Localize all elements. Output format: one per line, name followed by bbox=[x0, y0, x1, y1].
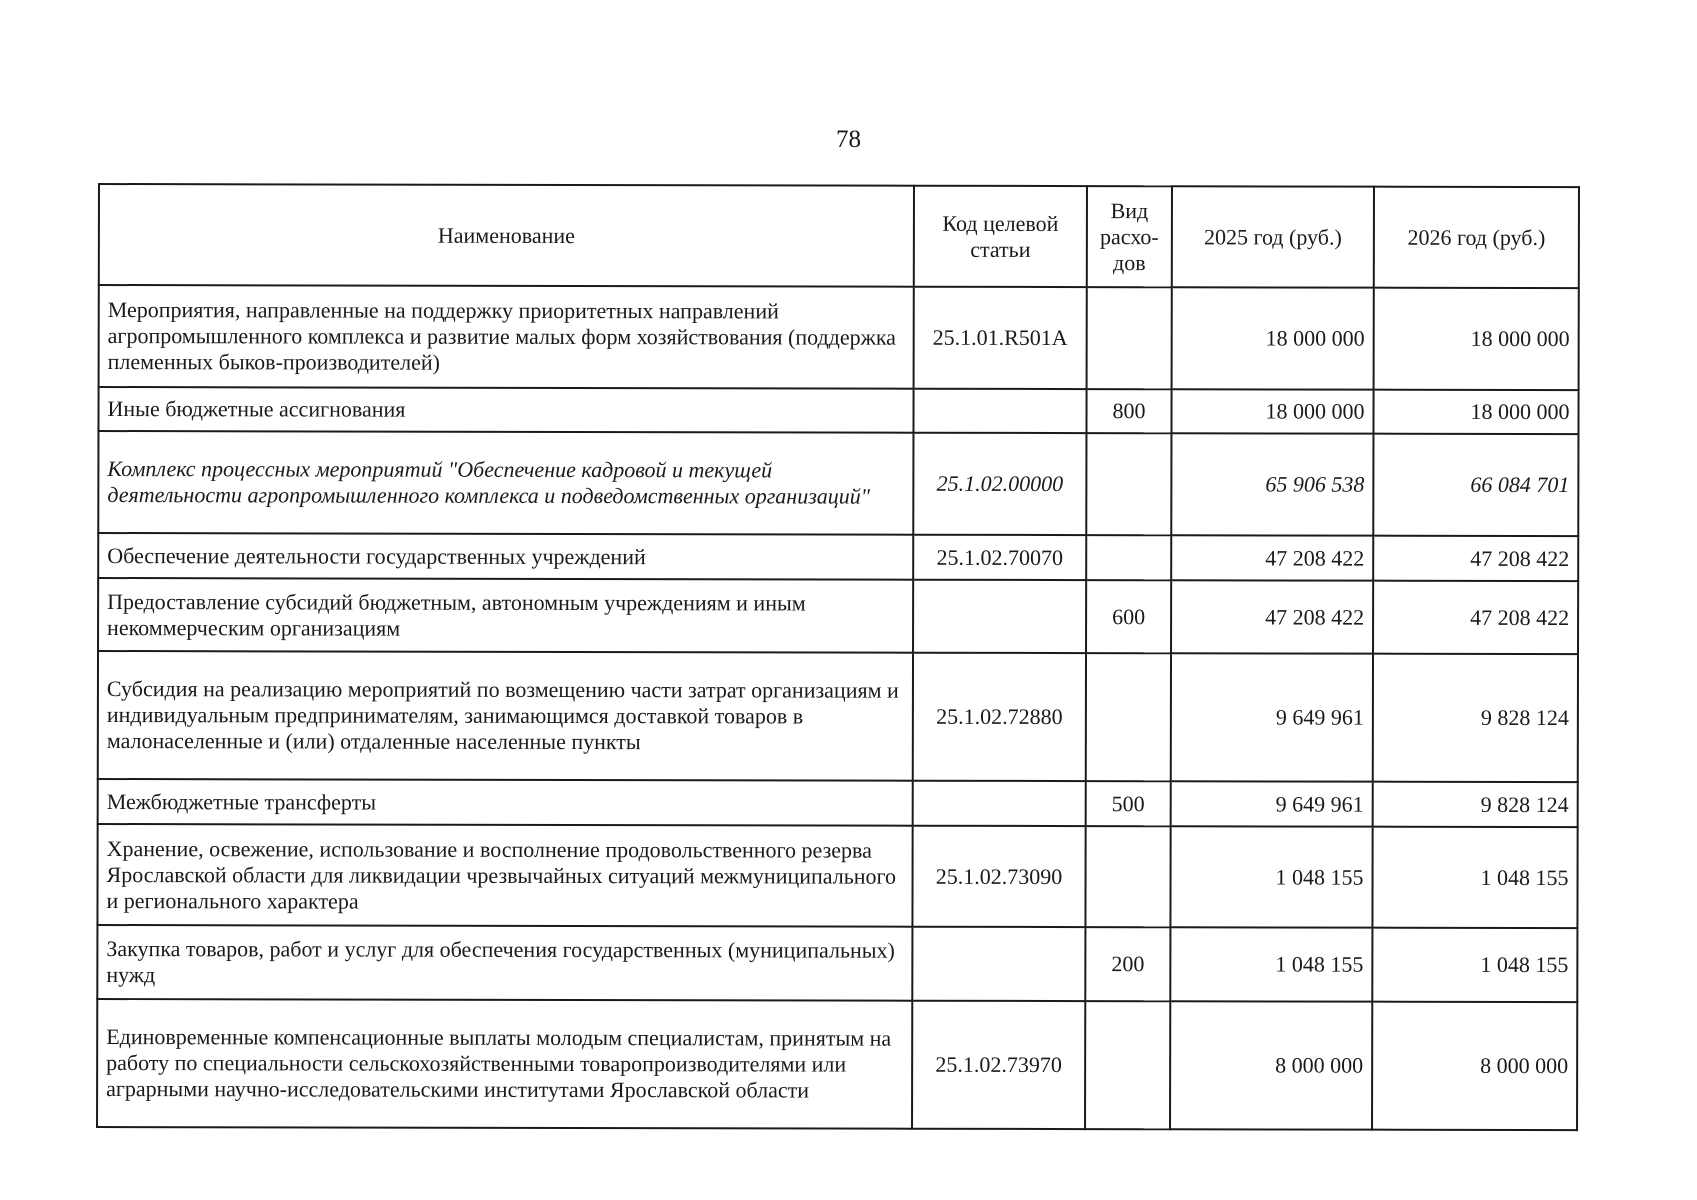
table-header-row bbox=[99, 184, 1579, 288]
row-name: Субсидия на реализацию мероприятий по возмещению части затрат организациям и индивидуальным предпринимателям, занимающимся доставкой товаров в малонаселенные и (или) отдаленные населенные пункты bbox=[98, 651, 913, 781]
row-code bbox=[913, 580, 1086, 653]
table-row bbox=[97, 925, 1577, 1002]
table-row bbox=[98, 651, 1578, 782]
row-2026: 9 828 124 bbox=[1373, 782, 1578, 827]
row-name: Обеспечение деятельности государственных учреждений bbox=[98, 533, 913, 580]
row-vid: 200 bbox=[1085, 927, 1170, 1001]
row-2025: 9 649 961 bbox=[1171, 653, 1373, 781]
page-number: 78 bbox=[836, 126, 861, 153]
row-2026: 18 000 000 bbox=[1373, 390, 1578, 434]
row-code bbox=[912, 927, 1085, 1001]
row-2026: 47 208 422 bbox=[1373, 581, 1578, 654]
row-vid bbox=[1086, 653, 1171, 781]
row-vid bbox=[1085, 1001, 1170, 1129]
header-vid: Вид расхо-дов bbox=[1087, 186, 1172, 287]
row-2025: 9 649 961 bbox=[1171, 781, 1373, 826]
table-row bbox=[97, 824, 1577, 928]
row-name: Комплекс процессных мероприятий "Обеспечение кадровой и текущей деятельности агропромышленного комплекса и подведомственных организаций" bbox=[98, 431, 913, 535]
header-2026: 2026 год (руб.) bbox=[1374, 187, 1579, 288]
row-name: Иные бюджетные ассигнования bbox=[98, 387, 913, 433]
row-code bbox=[913, 781, 1086, 826]
row-name: Межбюджетные трансферты bbox=[98, 779, 913, 826]
row-vid: 600 bbox=[1086, 580, 1171, 653]
row-2025: 65 906 538 bbox=[1171, 433, 1373, 535]
row-2026: 1 048 155 bbox=[1372, 928, 1577, 1002]
row-2026: 1 048 155 bbox=[1372, 827, 1577, 928]
table-row bbox=[98, 431, 1578, 536]
row-2025: 1 048 155 bbox=[1170, 927, 1372, 1001]
row-name: Предоставление субсидий бюджетным, автономным учреждениям и иным некоммерческим организациям bbox=[98, 578, 913, 653]
table-row bbox=[97, 999, 1577, 1130]
row-code: 25.1.02.73090 bbox=[912, 826, 1085, 927]
row-code: 25.1.01.R501A bbox=[914, 287, 1087, 389]
row-vid bbox=[1086, 535, 1171, 580]
budget-table bbox=[96, 183, 1580, 1131]
row-vid: 500 bbox=[1086, 781, 1171, 826]
header-name: Наименование bbox=[99, 184, 914, 287]
row-2025: 18 000 000 bbox=[1172, 287, 1374, 389]
row-vid bbox=[1085, 826, 1170, 927]
row-2025: 47 208 422 bbox=[1171, 580, 1373, 653]
row-code bbox=[913, 389, 1086, 433]
table-row bbox=[98, 533, 1578, 581]
row-code: 25.1.02.72880 bbox=[913, 653, 1086, 781]
row-2026: 66 084 701 bbox=[1373, 434, 1578, 536]
row-name: Единовременные компенсационные выплаты молодым специалистам, принятым на работу по специальности сельскохозяйственными товаропроизводителями или аграрными научно-исследовательскими институтами Ярославской области bbox=[97, 999, 912, 1129]
row-code: 25.1.02.73970 bbox=[912, 1001, 1085, 1129]
row-2025: 47 208 422 bbox=[1171, 535, 1373, 580]
row-code: 25.1.02.70070 bbox=[913, 535, 1086, 580]
row-2025: 18 000 000 bbox=[1171, 389, 1373, 433]
row-code: 25.1.02.00000 bbox=[913, 433, 1086, 535]
row-2026: 8 000 000 bbox=[1372, 1002, 1577, 1130]
row-name: Хранение, освежение, использование и восполнение продовольственного резерва Ярославской области для ликвидации чрезвычайных ситуаций межмуниципального и регионального характера bbox=[97, 824, 912, 927]
row-vid: 800 bbox=[1086, 389, 1171, 433]
row-name: Мероприятия, направленные на поддержку приоритетных направлений агропромышленного комплекса и развитие малых форм хозяйствования (поддержка племенных быков-производителей) bbox=[99, 285, 914, 389]
row-name: Закупка товаров, работ и услуг для обеспечения государственных (муниципальных) нужд bbox=[97, 925, 912, 1001]
table-row bbox=[98, 387, 1578, 434]
header-2025: 2025 год (руб.) bbox=[1172, 186, 1374, 287]
row-2025: 1 048 155 bbox=[1170, 826, 1372, 927]
header-code: Код целевой статьи bbox=[914, 186, 1087, 287]
row-vid bbox=[1086, 433, 1171, 535]
row-2026: 47 208 422 bbox=[1373, 536, 1578, 581]
row-2026: 18 000 000 bbox=[1374, 288, 1579, 390]
table-row bbox=[98, 578, 1578, 654]
row-vid bbox=[1087, 287, 1172, 389]
row-2025: 8 000 000 bbox=[1170, 1001, 1372, 1129]
table-row bbox=[98, 779, 1578, 827]
row-2026: 9 828 124 bbox=[1373, 654, 1578, 782]
table-row bbox=[99, 285, 1579, 390]
